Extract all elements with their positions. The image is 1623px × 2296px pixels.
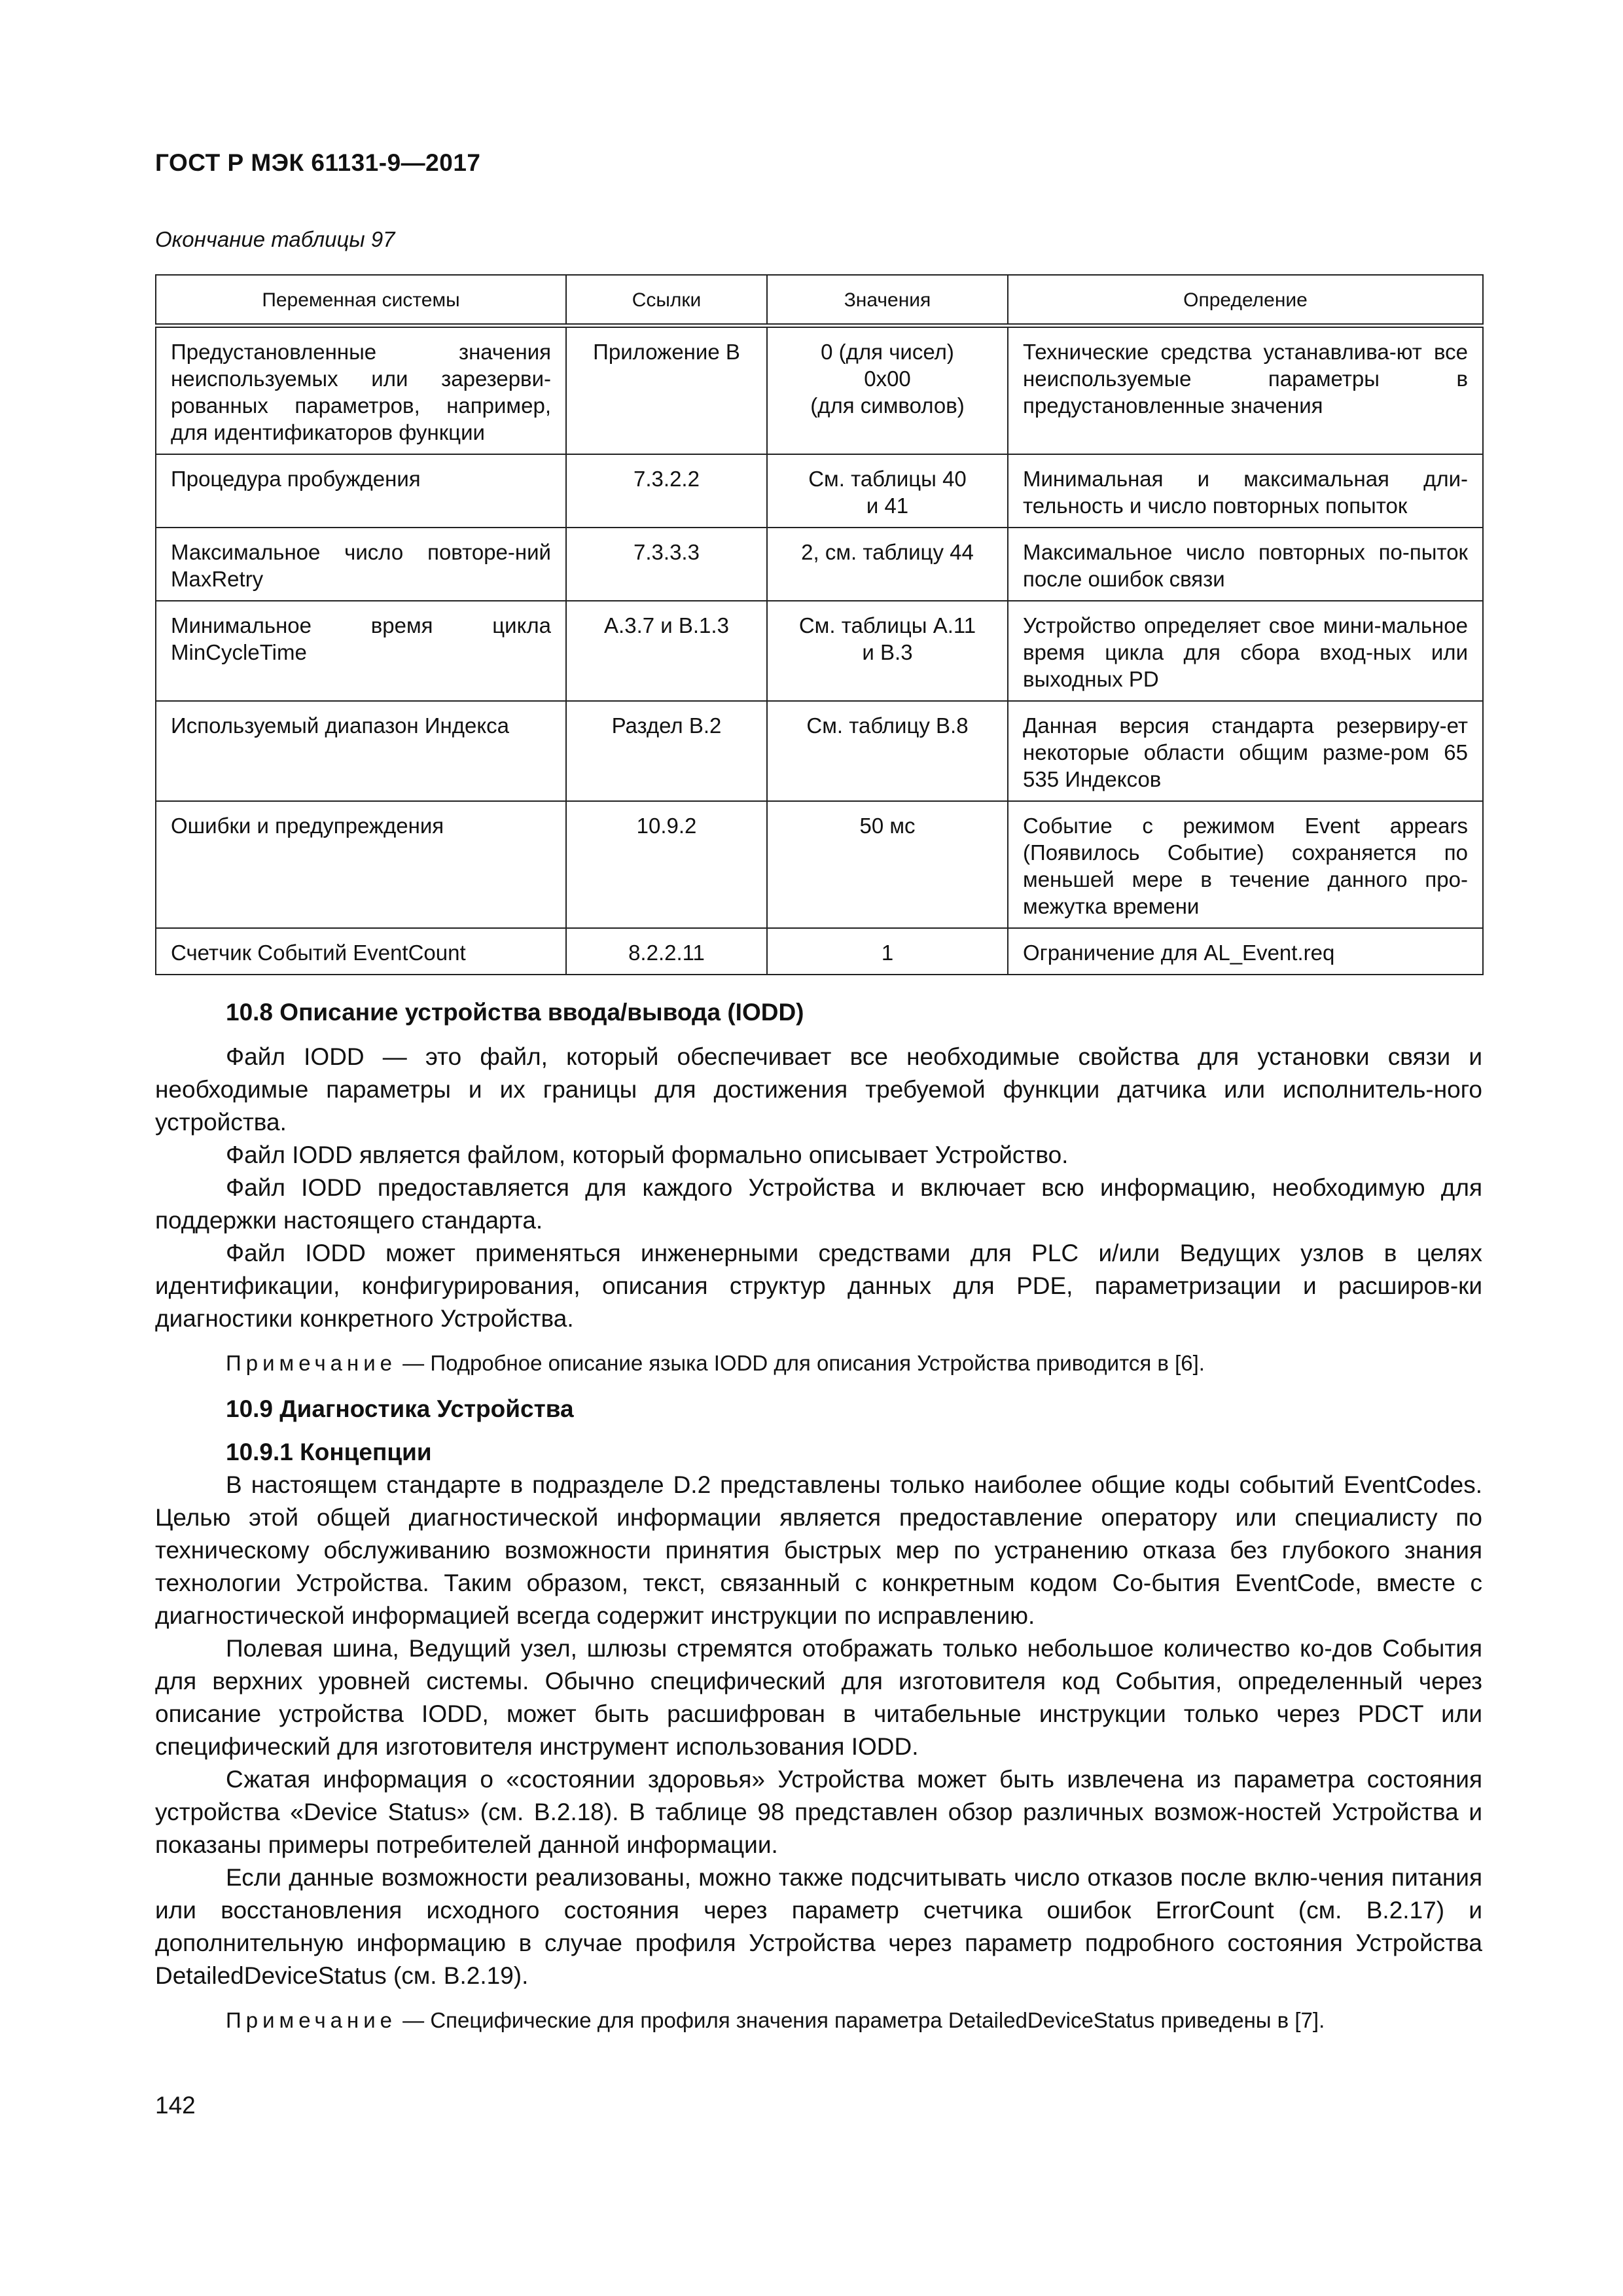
reference-cell: Раздел B.2 — [566, 701, 767, 801]
value-line: См. таблицу B.8 — [806, 713, 969, 738]
table-row — [156, 928, 1483, 975]
table-caption: Окончание таблицы 97 — [155, 227, 395, 251]
value-line: 0 (для чисел) — [821, 340, 954, 364]
value-line: 2, см. таблицу 44 — [801, 540, 974, 564]
system-variables-table — [155, 274, 1484, 975]
section-heading-10-8: 10.8 Описание устройства ввода/вывода (IODD) — [226, 999, 804, 1026]
reference-cell: A.3.7 и B.1.3 — [566, 601, 767, 701]
subsection-heading-10-9-1: 10.9.1 Концепции — [226, 1439, 432, 1465]
table-row — [156, 528, 1483, 601]
value-cell — [767, 454, 1008, 528]
table-row — [156, 454, 1483, 528]
paragraph: Файл IODD является файлом, который формально описывает Устройство. — [226, 1141, 1069, 1168]
note-label: Примечание — [226, 1351, 397, 1375]
reference-cell: 7.3.3.3 — [566, 528, 767, 601]
reference-cell: 10.9.2 — [566, 801, 767, 928]
section-heading-10-9: 10.9 Диагностика Устройства — [226, 1395, 574, 1422]
value-line: См. таблицы A.11 — [798, 613, 976, 637]
value-cell — [767, 528, 1008, 601]
table-row — [156, 326, 1483, 455]
definition-cell: Минимальная и максимальная дли-тельность и число повторных попыток — [1008, 454, 1483, 528]
value-cell — [767, 326, 1008, 455]
reference-cell: 8.2.2.11 — [566, 928, 767, 975]
definition-cell: Данная версия стандарта резервиру-ет некоторые области общим разме-ром 65 535 Индексов — [1008, 701, 1483, 801]
paragraph: Если данные возможности реализованы, можно также подсчитывать число отказов после вклю-чения питания или восстановления исходного состояния через параметр счетчика ошибок ErrorCount (см. B.2.17) и дополнительную информацию в случае профиля Устройства через параметр подробного состояния Устройства DetailedDeviceStatus (см. B.2.19). — [155, 1864, 1482, 1989]
definition-cell: Максимальное число повторных по-пыток после ошибок связи — [1008, 528, 1483, 601]
value-line: 0x00 — [864, 367, 911, 391]
value-cell — [767, 928, 1008, 975]
table-row — [156, 801, 1483, 928]
column-header: Определение — [1008, 275, 1483, 326]
variable-cell: Максимальное число повторе-ний MaxRetry — [156, 528, 566, 601]
value-line: (для символов) — [810, 393, 965, 418]
variable-cell: Счетчик Событий EventCount — [156, 928, 566, 975]
reference-cell: Приложение B — [566, 326, 767, 455]
definition-cell: Устройство определяет свое мини-мальное время цикла для сбора вход-ных или выходных PD — [1008, 601, 1483, 701]
variable-cell: Ошибки и предупреждения — [156, 801, 566, 928]
variable-cell: Используемый диапазон Индекса — [156, 701, 566, 801]
value-cell — [767, 701, 1008, 801]
note-label: Примечание — [226, 2008, 397, 2032]
value-line: 1 — [881, 941, 894, 965]
paragraph: Полевая шина, Ведущий узел, шлюзы стремятся отображать только небольшое количество ко-дов События для верхних уровней системы. Обычно специфический для изготовителя код События, определенный через описание устройства IODD, может быть расшифрован в читабельные инструкции только через PDCT или специфический для изготовителя инструмент использования IODD. — [155, 1635, 1482, 1760]
column-header: Переменная системы — [156, 275, 566, 326]
value-cell — [767, 801, 1008, 928]
variable-cell: Предустановленные значения неиспользуемых или зарезерви-рованных параметров, например, для идентификаторов функции — [156, 326, 566, 455]
variable-cell: Минимальное время цикла MinCycleTime — [156, 601, 566, 701]
note — [155, 2005, 1482, 2036]
definition-cell: Технические средства устанавлива-ют все неиспользуемые параметры в предустановленные значения — [1008, 326, 1483, 455]
value-line: и B.3 — [862, 640, 913, 664]
value-line: 50 мс — [859, 814, 916, 838]
paragraph: Сжатая информация о «состоянии здоровья» Устройства может быть извлечена из параметра состояния устройства «Device Status» (см. B.2.18). В таблице 98 представлен обзор различных возмож-ностей Устройства и показаны примеры потребителей данной информации. — [155, 1766, 1482, 1858]
definition-cell: Событие с режимом Event appears (Появилось Событие) сохраняется по меньшей мере в течение данного про-межутка времени — [1008, 801, 1483, 928]
document-header: ГОСТ Р МЭК 61131-9—2017 — [155, 149, 481, 176]
page-number: 142 — [155, 2092, 196, 2119]
value-line: и 41 — [866, 493, 909, 518]
body-text — [155, 996, 1482, 2036]
paragraph: В настоящем стандарте в подразделе D.2 представлены только наиболее общие коды событий EventCodes. Целью этой общей диагностической информации является предоставление оператору или специалисту по техническому обслуживанию возможности принятия быстрых мер по устранению отказа без глубокого знания технологии Устройства. Таким образом, текст, связанный с конкретным кодом Со-бытия EventCode, вместе с диагностической информацией всегда содержит инструкции по исправлению. — [155, 1471, 1482, 1629]
table-header-row — [156, 275, 1483, 326]
note-text: — Подробное описание языка IODD для описания Устройства приводится в [6]. — [397, 1351, 1205, 1375]
column-header: Значения — [767, 275, 1008, 326]
reference-cell: 7.3.2.2 — [566, 454, 767, 528]
variable-cell: Процедура пробуждения — [156, 454, 566, 528]
paragraph: Файл IODD может применяться инженерными средствами для PLC и/или Ведущих узлов в целях идентификации, конфигурирования, описания структур данных для PDE, параметризации и расширов-ки диагностики конкретного Устройства. — [155, 1240, 1482, 1332]
column-header: Ссылки — [566, 275, 767, 326]
paragraph: Файл IODD предоставляется для каждого Устройства и включает всю информацию, необходимую для поддержки настоящего стандарта. — [155, 1174, 1482, 1234]
definition-cell: Ограничение для AL_Event.req — [1008, 928, 1483, 975]
table-row — [156, 701, 1483, 801]
table-row — [156, 601, 1483, 701]
value-cell — [767, 601, 1008, 701]
value-line: См. таблицы 40 — [808, 467, 967, 491]
paragraph: Файл IODD — это файл, который обеспечивает все необходимые свойства для установки связи и необходимые параметры и их границы для достижения требуемой функции датчика или исполнитель-ного устройства. — [155, 1043, 1482, 1136]
note-text: — Специфические для профиля значения параметра DetailedDeviceStatus приведены в [7]. — [397, 2008, 1325, 2032]
note — [155, 1348, 1482, 1378]
